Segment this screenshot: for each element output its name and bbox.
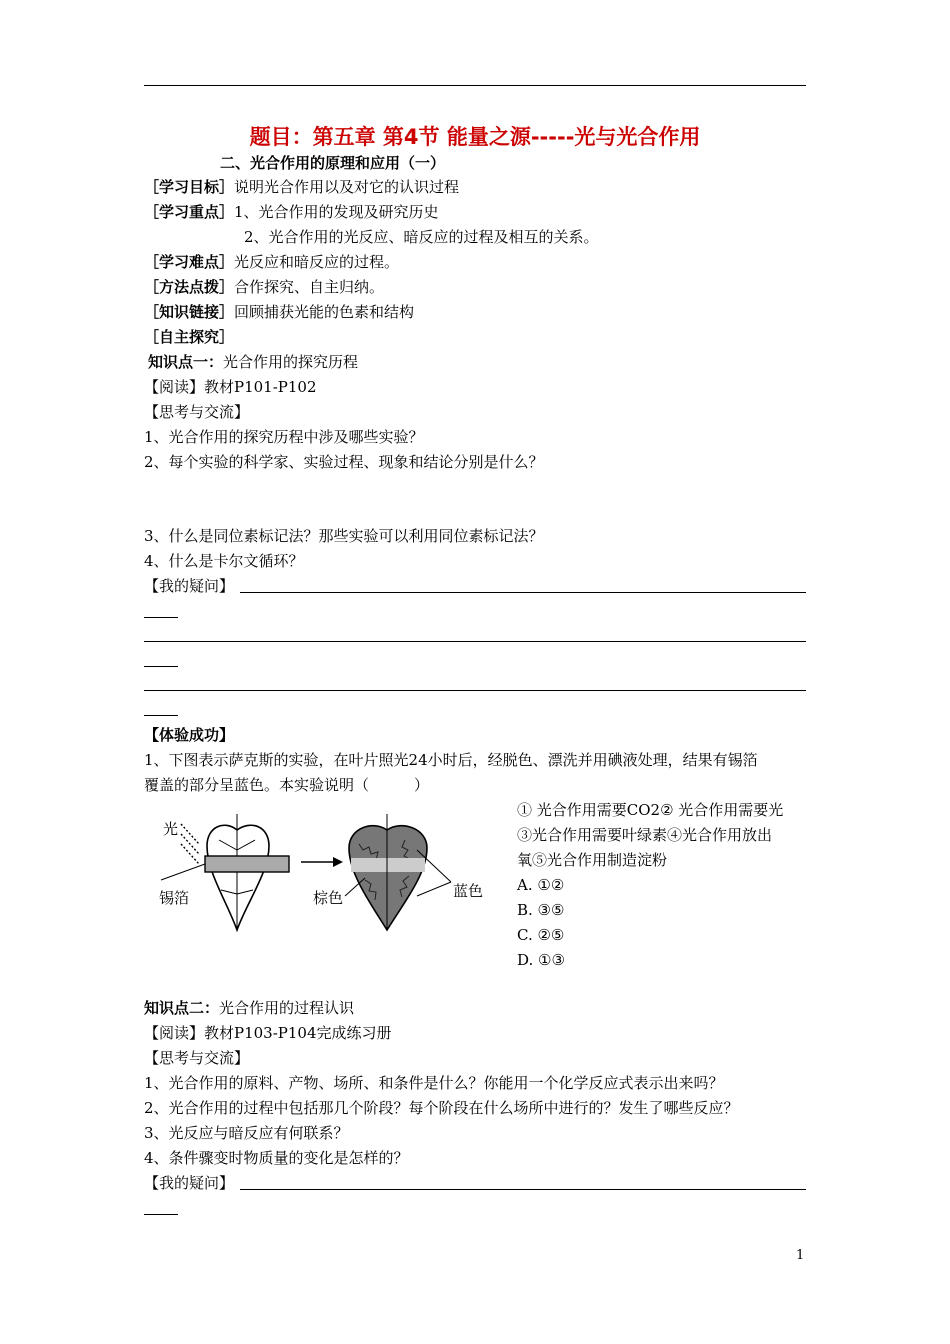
doubt-answer-line bbox=[144, 617, 178, 618]
choice-description-3: 氧⑤光合作用制造淀粉 bbox=[517, 851, 668, 869]
k1-question-4: 4、什么是卡尔文循环？ bbox=[144, 552, 304, 570]
k2-heading bbox=[144, 998, 354, 1018]
sachs-experiment-figure bbox=[155, 810, 495, 940]
k1-read: 【阅读】教材P101-P102 bbox=[144, 378, 317, 396]
choice-description-1: ① 光合作用需要CO2② 光合作用需要光 bbox=[517, 801, 784, 819]
doubt-answer-line bbox=[144, 666, 178, 667]
explore-label: ［自主探究］ bbox=[144, 328, 235, 346]
doubt-answer-line bbox=[144, 1214, 178, 1215]
method-row bbox=[144, 277, 384, 297]
figure-label-light: 光 bbox=[163, 820, 179, 838]
k2-think: 【思考与交流】 bbox=[144, 1049, 250, 1067]
k2-question-2: 2、光合作用的过程中包括那几个阶段？每个阶段在什么场所中进行的？发生了哪些反应？ bbox=[144, 1099, 739, 1117]
link-text: 回顾捕获光能的色素和结构 bbox=[234, 303, 415, 321]
success-heading: 【体验成功】 bbox=[144, 726, 235, 744]
doubt-answer-line[interactable] bbox=[144, 641, 806, 642]
method-text: 合作探究、自主归纳。 bbox=[234, 278, 385, 296]
light-rays-icon bbox=[181, 824, 199, 864]
doubt-answer-line[interactable] bbox=[144, 690, 806, 691]
difficulty-text: 光反应和暗反应的过程。 bbox=[234, 253, 400, 271]
k2-heading-text: 光合作用的过程认识 bbox=[219, 999, 355, 1017]
option-b[interactable]: B. ③⑤ bbox=[517, 901, 565, 919]
page-number: 1 bbox=[796, 1248, 805, 1263]
link-label: ［知识链接］ bbox=[144, 303, 235, 321]
header-rule bbox=[144, 85, 806, 86]
k2-question-4: 4、条件骤变时物质量的变化是怎样的？ bbox=[144, 1149, 409, 1167]
k1-question-1: 1、光合作用的探究历程中涉及哪些实验？ bbox=[144, 428, 424, 446]
k1-heading-label: 知识点一： bbox=[148, 353, 224, 371]
doubt-answer-line[interactable] bbox=[240, 592, 806, 593]
success-question-line-1: 1、下图表示萨克斯的实验，在叶片照光24小时后，经脱色、漂洗并用碘液处理，结果有锡箔 bbox=[144, 751, 758, 769]
figure-label-foil: 锡箔 bbox=[159, 889, 190, 907]
goal-label: ［学习目标］ bbox=[144, 178, 235, 196]
leaf-after-icon bbox=[349, 814, 427, 930]
page-title: 题目：第五章 第4节 能量之源-----光与光合作用 bbox=[249, 125, 701, 149]
k2-doubt-label: 【我的疑问】 bbox=[144, 1174, 235, 1192]
choice-description-2: ③光合作用需要叶绿素④光合作用放出 bbox=[517, 826, 773, 844]
k1-think: 【思考与交流】 bbox=[144, 403, 250, 421]
k1-heading bbox=[148, 352, 358, 372]
focus-label: ［学习重点］ bbox=[144, 203, 235, 221]
arrow-icon bbox=[301, 857, 343, 867]
option-d[interactable]: D. ①③ bbox=[517, 951, 565, 969]
figure-label-blue: 蓝色 bbox=[453, 882, 484, 900]
leaf-before-icon bbox=[205, 814, 289, 930]
method-label: ［方法点拨］ bbox=[144, 278, 235, 296]
success-question-line-2: 覆盖的部分呈蓝色。本实验说明（ ） bbox=[144, 776, 430, 794]
focus-row bbox=[144, 202, 439, 222]
k1-doubt-label: 【我的疑问】 bbox=[144, 577, 235, 595]
k1-heading-text: 光合作用的探究历程 bbox=[223, 353, 359, 371]
k2-question-3: 3、光反应与暗反应有何联系？ bbox=[144, 1124, 349, 1142]
doubt-answer-line[interactable] bbox=[240, 1189, 806, 1190]
focus-text-2: 2、光合作用的光反应、暗反应的过程及相互的关系。 bbox=[244, 228, 599, 246]
option-a[interactable]: A. ①② bbox=[517, 876, 565, 894]
difficulty-row bbox=[144, 252, 399, 272]
goal-text: 说明光合作用以及对它的认识过程 bbox=[234, 178, 460, 196]
link-row bbox=[144, 302, 414, 322]
k2-heading-label: 知识点二： bbox=[144, 999, 220, 1017]
k1-question-3: 3、什么是同位素标记法？那些实验可以利用同位素标记法？ bbox=[144, 527, 544, 545]
k2-read: 【阅读】教材P103-P104完成练习册 bbox=[144, 1024, 392, 1042]
goal-row bbox=[144, 177, 459, 197]
figure-label-brown: 棕色 bbox=[313, 889, 344, 907]
foil-strip bbox=[205, 856, 289, 872]
doubt-answer-line bbox=[144, 715, 178, 716]
difficulty-label: ［学习难点］ bbox=[144, 253, 235, 271]
k2-question-1: 1、光合作用的原料、产物、场所、和条件是什么？你能用一个化学反应式表示出来吗？ bbox=[144, 1074, 724, 1092]
section-subtitle: 二、光合作用的原理和应用（一） bbox=[220, 154, 446, 172]
option-c[interactable]: C. ②⑤ bbox=[517, 926, 565, 944]
k1-question-2: 2、每个实验的科学家、实验过程、现象和结论分别是什么？ bbox=[144, 453, 544, 471]
focus-text-1: 1、光合作用的发现及研究历史 bbox=[234, 203, 439, 221]
